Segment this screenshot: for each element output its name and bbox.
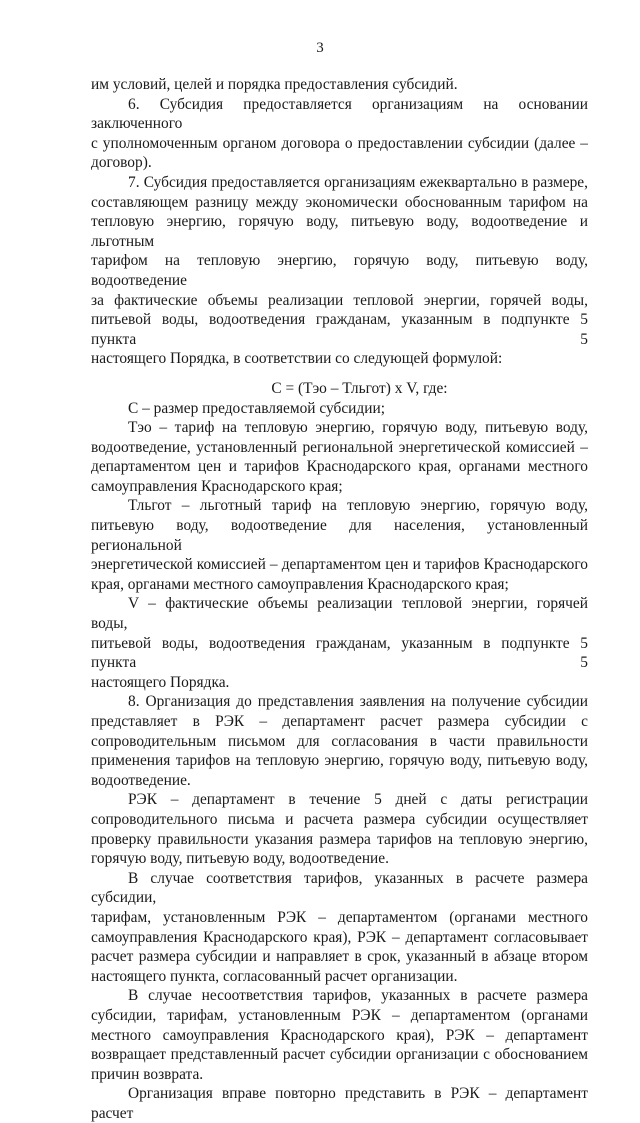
- text-line: самоуправления Краснодарского края), РЭК – департамент согласовывает: [91, 928, 588, 946]
- text-line: водоотведение.: [91, 771, 191, 789]
- text-line: питьевой воды, водоотведения гражданам, указанным в подпункте 5 пункта 5: [91, 311, 588, 348]
- text-line: V – фактические объемы реализации тепловой энергии, горячей воды,: [91, 595, 588, 633]
- text-line: тарифам, установленным РЭК – департаментом (органами местного: [91, 908, 588, 926]
- text-line: субсидии, тарифам, установленным РЭК – департаментом (органами: [91, 1006, 588, 1024]
- text-line: питьевой воды, водоотведения гражданам, указанным в подпункте 5 пункта 5: [91, 634, 588, 672]
- text-line: водоотведение, установленный региональной энергетической комиссией –: [91, 438, 588, 456]
- text-line: составляющем разницу между экономически обоснованным тарифом на: [91, 193, 588, 211]
- text-line: Организация вправе повторно представить в РЭК – департамент расчет: [91, 1085, 588, 1122]
- text-line: 6. Субсидия предоставляется организациям на основании заключенного: [91, 95, 588, 133]
- text-line: договор).: [91, 154, 152, 172]
- page-number: 3: [316, 40, 324, 56]
- text-line: РЭК – департамент в течение 5 дней с даты регистрации: [128, 791, 588, 809]
- text-line: В случае соответствия тарифов, указанных в расчете размера субсидии,: [91, 869, 588, 907]
- text-line: 8. Организация до представления заявления на получение субсидии: [128, 693, 588, 711]
- text-line: настоящего Порядка.: [91, 673, 230, 691]
- text-line: представляет в РЭК – департамент расчет размера субсидии с: [91, 713, 588, 730]
- text-line: сопроводительным письмом для согласования в части правильности: [91, 732, 588, 750]
- text-line: В случае несоответствия тарифов, указанных в расчете размера: [128, 987, 588, 1005]
- text-line: местного самоуправления Краснодарского края), РЭК – департамент: [91, 1026, 588, 1044]
- text-line: 7. Субсидия предоставляется организациям ежеквартально в размере,: [128, 173, 588, 191]
- text-line: С – размер предоставляемой субсидии;: [128, 399, 385, 417]
- text-line: возвращает представленный расчет субсидии организации с обоснованием: [91, 1046, 588, 1064]
- text-line: энергетической комиссией – департаментом цен и тарифов Краснодарского: [91, 556, 588, 574]
- text-line: Тльгот – льготный тариф на тепловую энергию, горячую воду,: [128, 497, 588, 515]
- text-line: горячую воду, питьевую воду, водоотведение.: [91, 850, 389, 868]
- text-line: тарифом на тепловую энергию, горячую воду, питьевую воду, водоотведение: [91, 252, 588, 289]
- text-line: края, органами местного самоуправления Краснодарского края;: [91, 575, 509, 593]
- text-line: самоуправления Краснодарского края;: [91, 477, 343, 495]
- text-line: причин возврата.: [91, 1065, 204, 1083]
- text-line: Тэо – тариф на тепловую энергию, горячую воду, питьевую воду,: [128, 419, 588, 437]
- text-line: применения тарифов на тепловую энергию, горячую воду, питьевую воду,: [91, 752, 588, 770]
- text-line: тепловую энергию, горячую воду, питьевую воду, водоотведение и льготным: [91, 213, 588, 250]
- text-line: с уполномоченным органом договора о предоставлении субсидии (далее –: [91, 134, 588, 152]
- document-body: [91, 75, 588, 1123]
- text-line: департаментом цен и тарифов Краснодарского края, органами местного: [91, 458, 588, 476]
- formula-line: С = (Тэо – Тльгот) х V, где:: [271, 379, 448, 397]
- text-line: настоящего пункта, согласованный расчет организации.: [91, 967, 458, 985]
- text-line: сопроводительного письма и расчета размера субсидии осуществляет: [91, 810, 588, 828]
- text-line: питьевую воду, водоотведение для населения, установленный региональной: [91, 517, 588, 554]
- text-line: расчет размера субсидии и направляет в срок, указанный в абзаце втором: [91, 948, 588, 966]
- text-line: проверку правильности указания размера тарифов на тепловую энергию,: [91, 830, 588, 848]
- text-line: за фактические объемы реализации тепловой энергии, горячей воды,: [91, 291, 588, 309]
- text-line: им условий, целей и порядка предоставления субсидий.: [91, 76, 458, 93]
- text-line: настоящего Порядка, в соответствии со следующей формулой:: [91, 350, 503, 368]
